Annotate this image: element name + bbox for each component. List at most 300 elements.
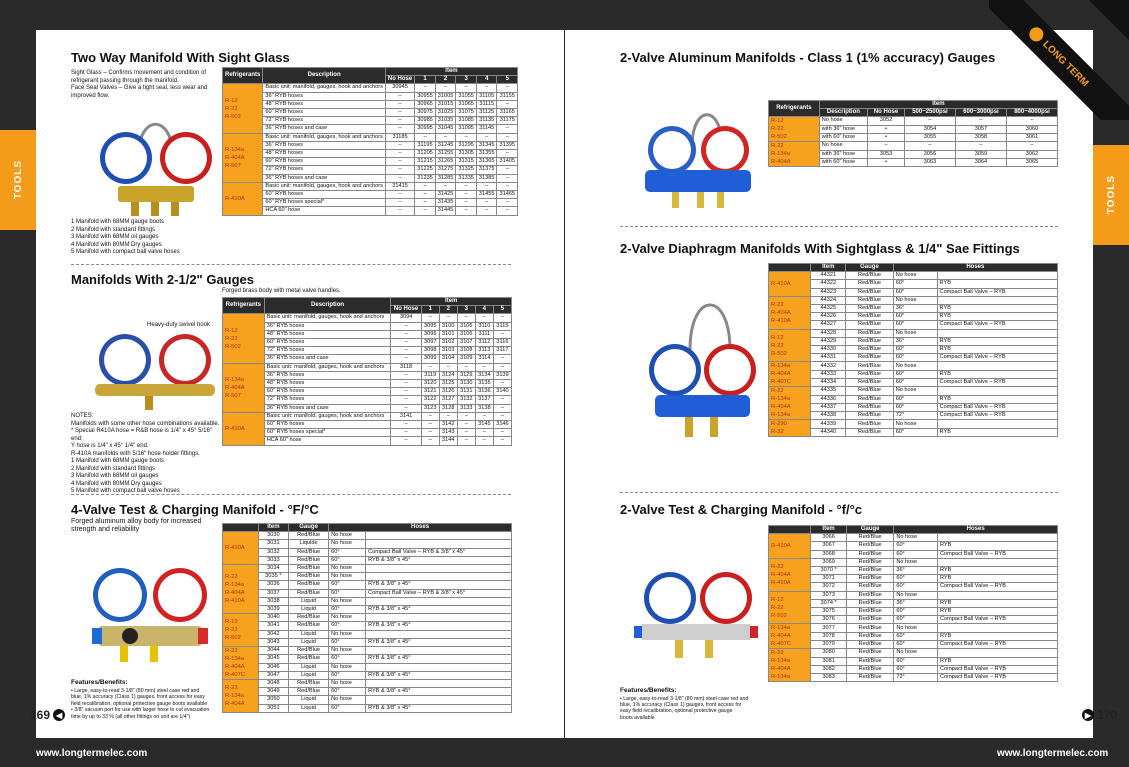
table-cell: – [456, 133, 477, 141]
table-cell: Liquid [289, 630, 329, 638]
table-cell: 3063 [904, 159, 955, 167]
table-cell: 60° [329, 581, 366, 589]
refrigerant-label: R-290 [771, 421, 787, 428]
table-cell: 3100 [439, 322, 457, 330]
table-cell: 31175 [497, 117, 518, 125]
table-cell: 31195 [415, 141, 436, 149]
table-cell: – [493, 412, 511, 420]
table-cell: Basic unit: manifold, gauges, hook and anchors [263, 182, 386, 190]
table-cell: Red/Blue [289, 680, 329, 688]
table-cell: RYB [937, 305, 1057, 313]
header-p1: 500~2500psi [904, 109, 955, 117]
table-cell: 36" RYB hoses and case [263, 174, 386, 182]
table-cell: 3079 [811, 641, 847, 649]
table-row [769, 395, 1058, 403]
table-row [769, 624, 1058, 632]
table-row [769, 632, 1058, 640]
table-cell: – [456, 84, 477, 92]
table-row [223, 404, 512, 412]
separator [71, 264, 511, 265]
table-cell: 3082 [811, 665, 847, 673]
table-row [223, 548, 512, 556]
r-s2-table [768, 263, 1058, 437]
table-cell: – [493, 330, 511, 338]
header-c2: 2 [435, 76, 456, 84]
table-cell: Liquid [289, 663, 329, 671]
table-cell: 3146 [493, 421, 511, 429]
header-p2: 600~3000psi [955, 109, 1006, 117]
table-cell: RYB & 3/8" x 45° [366, 556, 512, 564]
table-row [769, 583, 1058, 591]
refrigerant-label: R-404A [771, 571, 791, 578]
table-cell: – [456, 207, 477, 215]
table-cell: 3054 [904, 125, 955, 133]
header-p3: 800~4000psi [1006, 109, 1057, 117]
refrigerant-label: R-22 [771, 604, 784, 611]
table-cell: 3139 [493, 371, 511, 379]
table-cell: 60° [894, 583, 938, 591]
table-cell: RYB & 3/8" x 45° [366, 606, 512, 614]
header-gauge: Gauge [846, 264, 894, 272]
text-line: 3 Manifold with 68MM oil gauges [71, 234, 159, 240]
refrigerant-label: R-12 [771, 596, 784, 603]
table-cell: HCA 60" hose [264, 437, 391, 445]
table-row [223, 680, 512, 688]
table-cell: – [493, 314, 511, 322]
table-cell: 72° [893, 412, 937, 420]
table-cell: Red/Blue [846, 346, 894, 354]
table-cell: 3109 [457, 355, 475, 363]
table-cell: 31245 [435, 141, 456, 149]
header-no_hose: No Hose [385, 76, 414, 84]
table-cell: – [385, 100, 414, 108]
table-cell: 44338 [811, 412, 846, 420]
refrigerant-label: R-404A [225, 154, 245, 161]
table-cell: 3076 [811, 616, 847, 624]
refrigerant-label: R-22 [225, 335, 238, 342]
table-cell: 31165 [497, 109, 518, 117]
table-cell: – [415, 191, 436, 199]
refrigerant-cell [769, 272, 811, 297]
table-cell: RYB [937, 280, 1057, 288]
table-cell: Red/Blue [846, 280, 894, 288]
table-cell: 3132 [457, 396, 475, 404]
table-row [769, 305, 1058, 313]
table-cell: 44321 [811, 272, 846, 280]
table-cell: 3072 [811, 583, 847, 591]
table-cell: HCA 60" hose [263, 207, 386, 215]
table-cell: 3046 [258, 663, 288, 671]
table-row [223, 158, 518, 166]
table-cell: 3031 [258, 540, 288, 548]
table-cell: – [385, 125, 414, 133]
table-row [223, 540, 512, 548]
table-cell: 3062 [1006, 150, 1057, 158]
table-row [223, 109, 518, 117]
table-row [769, 558, 1058, 566]
table-cell: Red/Blue [846, 305, 894, 313]
table-cell: 3117 [493, 347, 511, 355]
table-cell: Red/Blue [289, 556, 329, 564]
table-cell [937, 624, 1057, 632]
table-cell: – [391, 404, 421, 412]
header-description: Description [264, 298, 391, 314]
table-cell: 44326 [811, 313, 846, 321]
left-page-number: 169 ◀ [30, 708, 65, 722]
table-cell: 3030 [258, 532, 288, 540]
table-cell: 72" RYB hoses [263, 166, 386, 174]
table-cell: No hose [329, 597, 366, 605]
table-row [223, 573, 512, 581]
table-cell: Compact Ball Valve – RYB [937, 321, 1057, 329]
table-cell: RYB [937, 370, 1057, 378]
table-cell: 3049 [258, 688, 288, 696]
table-cell: 3144 [439, 437, 457, 445]
table-row [223, 117, 518, 125]
table-cell: – [435, 133, 456, 141]
header-description: Description [263, 68, 386, 84]
text-line: 4 Manifold with 80MM Dry gauges [71, 480, 162, 487]
table-cell: – [421, 437, 439, 445]
s2-table [222, 297, 512, 446]
separator [620, 492, 1058, 493]
table-cell: 3102 [439, 339, 457, 347]
refrigerant-label: R-404A [225, 384, 245, 391]
table-cell: 3107 [457, 339, 475, 347]
table-cell: 31045 [435, 125, 456, 133]
text-line: 5 Manifold with compact ball valve hoses [71, 249, 180, 255]
table-cell: Red/Blue [847, 641, 894, 649]
table-cell: 36" RYB hoses [264, 371, 391, 379]
s3-table [222, 523, 512, 713]
table-cell: Red/Blue [847, 616, 894, 624]
table-cell: 3137 [475, 396, 493, 404]
text-line: blue, 1% accuracy (Class 1) gauges, front access for [620, 702, 742, 709]
table-cell: 3080 [811, 649, 847, 657]
table-cell: – [391, 396, 421, 404]
table-cell: Red/Blue [289, 655, 329, 663]
table-cell: 3043 [258, 638, 288, 646]
table-cell: 3037 [258, 589, 288, 597]
table-cell: 31085 [456, 117, 477, 125]
table-cell: 31275 [435, 166, 456, 174]
table-cell: Red/Blue [846, 420, 894, 429]
text-line: blue, 1% accuracy (Class 1) gauges, front access for easy [71, 694, 205, 701]
text-line: 5 Manifold with compact ball valve hoses [71, 488, 180, 494]
table-cell [937, 534, 1057, 542]
table-cell: 60° [329, 671, 366, 679]
table-cell [366, 614, 512, 622]
table-cell: 30955 [415, 92, 436, 100]
table-cell: Compact Ball Valve – RYB [937, 379, 1057, 387]
table-cell: No hose [329, 647, 366, 655]
table-cell: Red/Blue [847, 624, 894, 632]
table-cell: – [391, 330, 421, 338]
refrigerant-cell [223, 314, 265, 363]
right-page-number: ▶ 170 [1082, 708, 1117, 722]
table-cell: 31025 [435, 109, 456, 117]
table-cell: 44323 [811, 288, 846, 296]
table-row [769, 313, 1058, 321]
table-cell: 31415 [385, 182, 414, 190]
refrigerant-label: R-134a [225, 582, 245, 589]
right-url[interactable]: www.longtermelec.com [997, 748, 1109, 759]
table-cell: 31135 [476, 117, 497, 125]
table-row [223, 92, 518, 100]
refrigerant-cell [223, 363, 265, 412]
table-cell: 31445 [435, 207, 456, 215]
refrigerant-label: R-410A [225, 195, 245, 202]
table-row [223, 663, 512, 671]
table-row [223, 125, 518, 133]
table-row [769, 591, 1058, 599]
refrigerant-cell [769, 142, 820, 167]
left-url[interactable]: www.longtermelec.com [36, 748, 148, 759]
table-cell: No hose [329, 565, 366, 573]
table-cell: 3142 [439, 421, 457, 429]
table-cell: Red/Blue [847, 534, 894, 542]
r-s3-features-title: Features/Benefits: [620, 687, 677, 694]
table-cell: – [497, 125, 518, 133]
table-row [769, 329, 1058, 337]
s2-notes [71, 413, 221, 496]
table-row [769, 337, 1058, 345]
table-row [769, 412, 1058, 420]
separator [620, 226, 1058, 227]
table-cell: Red/Blue [846, 428, 894, 437]
table-cell: 60° [893, 313, 937, 321]
table-cell: 44327 [811, 321, 846, 329]
table-cell: RYB & 3/8" x 45° [366, 704, 512, 712]
refrigerant-label: R-22 [771, 650, 784, 657]
table-cell: Red/Blue [846, 387, 894, 395]
s3-features-title: Features/Benefits: [71, 679, 128, 686]
refrigerant-label: R-134a [771, 363, 791, 370]
table-cell: 60° [329, 688, 366, 696]
table-cell: 3041 [258, 622, 288, 630]
table-cell: No hose [893, 296, 937, 304]
refrigerant-label: R-410A [771, 579, 791, 586]
table-cell: 60" RYB hoses [263, 109, 386, 117]
header-c4: 4 [476, 76, 497, 84]
table-cell: – [457, 437, 475, 445]
table-cell: 48" RYB hoses [263, 100, 386, 108]
table-cell: 31325 [456, 166, 477, 174]
table-cell: 3138 [475, 404, 493, 412]
table-cell: 31255 [435, 150, 456, 158]
refrigerant-label: R-404A [771, 159, 791, 166]
table-cell: 3141 [391, 412, 421, 420]
table-row [769, 567, 1058, 575]
table-cell: 60° [894, 608, 938, 616]
table-cell: 31375 [476, 166, 497, 174]
r-s3-table [768, 525, 1058, 682]
refrigerant-label: R-410A [225, 425, 245, 432]
table-cell: – [497, 133, 518, 141]
table-cell: 60" RYB hoses [264, 339, 391, 347]
table-row [223, 606, 512, 614]
table-cell: 60° [893, 346, 937, 354]
refrigerant-cell [223, 614, 259, 647]
header-blank [223, 524, 259, 532]
table-cell: 36° [894, 567, 938, 575]
table-cell: 60° [893, 395, 937, 403]
text-line: time by up to 33 % (all other fittings on unit are 1/4") [71, 713, 191, 720]
text-line: refrigerant passing through the manifold. [71, 77, 179, 84]
table-cell: – [415, 199, 436, 207]
table-cell: Red/Blue [847, 550, 894, 558]
refrigerant-cell [769, 362, 811, 387]
table-cell: RYB & 3/8" x 45° [366, 671, 512, 679]
refrigerant-label: R-134a [771, 658, 791, 665]
refrigerant-label: R-134a [225, 692, 245, 699]
table-cell: 3104 [439, 355, 457, 363]
text-line: NOTES: [71, 413, 94, 419]
table-cell: 3074 * [811, 599, 847, 607]
refrigerant-cell [223, 680, 259, 713]
table-cell: 44332 [811, 362, 846, 370]
refrigerant-label: R-22 [771, 301, 784, 308]
table-cell: 31075 [456, 109, 477, 117]
table-cell: 3116 [493, 339, 511, 347]
left-tools-tab: TOOLS [0, 130, 36, 230]
header-c1: 1 [415, 76, 436, 84]
table-cell: – [476, 199, 497, 207]
table-cell: 31015 [435, 100, 456, 108]
table-cell: 3044 [258, 647, 288, 655]
table-cell: Red/Blue [289, 647, 329, 655]
table-cell: 44336 [811, 395, 846, 403]
refrigerant-label: R-134a [771, 412, 791, 419]
table-row [223, 704, 512, 712]
table-cell: 3135 [475, 380, 493, 388]
table-cell: – [493, 437, 511, 445]
table-cell: 3111 [475, 330, 493, 338]
table-cell: 3051 [258, 704, 288, 712]
r-s3-title: 2-Valve Test & Charging Manifold - °f/°c [620, 502, 863, 517]
refrigerant-label: R-134a [225, 146, 245, 153]
header-item: Item [385, 68, 517, 76]
refrigerant-label: R-507 [225, 162, 241, 169]
text-line: boots available [620, 714, 655, 721]
table-cell: 31185 [385, 133, 414, 141]
table-cell: 3071 [811, 575, 847, 583]
table-cell: 44328 [811, 329, 846, 337]
header-blank [769, 264, 811, 272]
table-cell: – [457, 421, 475, 429]
text-line: • Large, easy-to-read 3-1/8" (80 mm) steel case red and [620, 696, 749, 702]
table-cell: Compact Ball Valve – RYB [937, 550, 1057, 558]
table-cell: 31315 [456, 158, 477, 166]
table-row [769, 641, 1058, 649]
header-refrigerants: Refrigerants [223, 68, 263, 84]
table-cell: 36" RYB hoses [263, 92, 386, 100]
table-row [223, 696, 512, 704]
table-cell: – [391, 429, 421, 437]
table-cell: RYB [937, 542, 1057, 550]
table-cell: – [385, 158, 414, 166]
table-cell: – [456, 199, 477, 207]
text-line: Y hose is 1/4" x 45° 1/4" end. [71, 443, 149, 449]
text-line: 1 Manifold with 68MM gauge boots [71, 219, 165, 225]
refrigerant-cell [769, 534, 811, 559]
table-cell: RYB [937, 575, 1057, 583]
table-cell: No hose [893, 420, 937, 429]
table-cell: 31345 [476, 141, 497, 149]
table-row [223, 429, 512, 437]
table-cell [366, 647, 512, 655]
table-row [769, 657, 1058, 665]
refrigerant-label: R-407C [771, 641, 791, 648]
refrigerant-label: R-407C [771, 379, 791, 386]
refrigerant-cell [223, 412, 265, 445]
table-row [223, 614, 512, 622]
table-row [769, 370, 1058, 378]
table-cell: – [904, 117, 955, 125]
text-line: Sight Glass – Confirms movement and condition of [71, 70, 207, 76]
diaphragm-manifold-image [630, 280, 760, 450]
table-cell: – [385, 92, 414, 100]
table-cell: Red/Blue [289, 589, 329, 597]
right-tools-tab: TOOLS [1093, 145, 1129, 245]
table-cell: Red/Blue [847, 649, 894, 657]
table-cell: 44339 [811, 420, 846, 429]
table-cell [366, 532, 512, 540]
table-cell: Compact Ball Valve – RYB [937, 616, 1057, 624]
refrigerant-label: R-410A [771, 543, 791, 549]
refrigerant-cell [769, 558, 811, 591]
table-cell: 31035 [435, 117, 456, 125]
table-cell [937, 558, 1057, 566]
table-cell: – [391, 339, 421, 347]
table-cell: 31355 [476, 150, 497, 158]
table-cell: 3061 [1006, 134, 1057, 142]
refrigerant-cell [769, 591, 811, 624]
table-cell: 31115 [476, 100, 497, 108]
table-cell: No hose [329, 630, 366, 638]
refrigerant-cell [769, 387, 811, 420]
table-cell: 44330 [811, 346, 846, 354]
table-row [223, 380, 512, 388]
table-row [223, 182, 518, 190]
table-cell: 3120 [421, 380, 439, 388]
table-cell: – [439, 363, 457, 371]
table-cell: Red/Blue [289, 614, 329, 622]
table-cell: Red/Blue [847, 567, 894, 575]
table-cell: 3055 [904, 134, 955, 142]
table-row [223, 388, 512, 396]
table-cell: 44322 [811, 280, 846, 288]
table-cell: RYB [937, 313, 1057, 321]
table-cell: 3056 [904, 150, 955, 158]
table-cell: Compact Ball Valve – RYB [937, 641, 1057, 649]
table-cell: – [497, 100, 518, 108]
table-cell: 3083 [811, 674, 847, 682]
refrigerant-cell [769, 649, 811, 682]
table-cell: 44329 [811, 337, 846, 345]
table-cell: Compact Ball Valve – RYB [937, 583, 1057, 591]
table-row [223, 199, 518, 207]
table-cell: 31295 [456, 141, 477, 149]
header-item: Item [819, 101, 1057, 109]
table-cell: 31365 [476, 158, 497, 166]
refrigerant-label: R-404A [225, 590, 245, 597]
table-cell: 3114 [475, 355, 493, 363]
table-cell: Red/Blue [289, 573, 329, 581]
refrigerant-label: R-22 [225, 684, 238, 691]
table-cell: No hose [894, 558, 938, 566]
table-cell [366, 565, 512, 573]
